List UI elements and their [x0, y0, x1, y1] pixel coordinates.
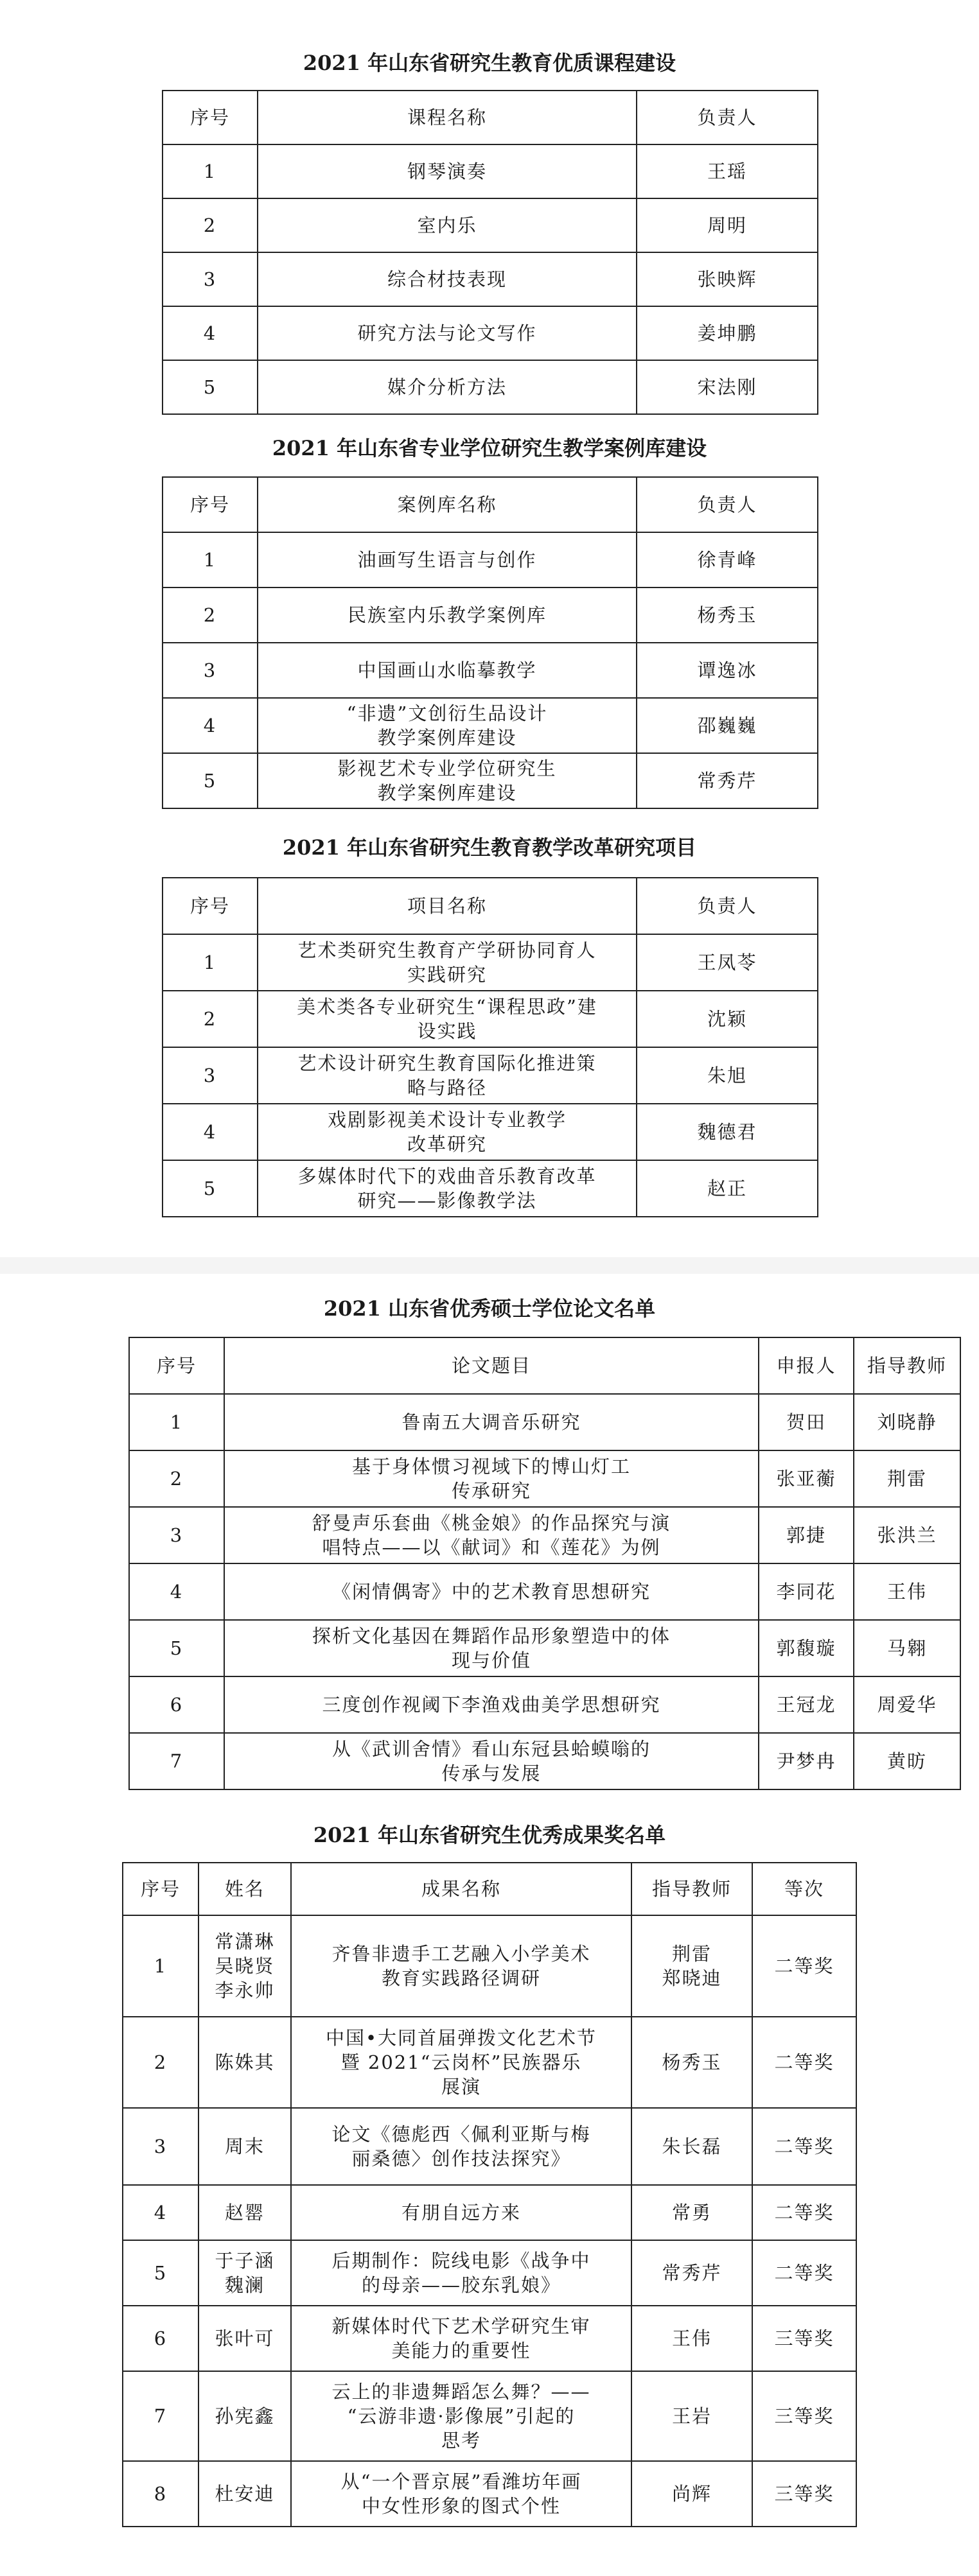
table-cell: 二等奖	[752, 2240, 856, 2306]
table-cell: 常秀芹	[631, 2240, 752, 2306]
table-cell: 姜坤鹏	[637, 306, 818, 360]
table-cell: 中国•大同首届弹拨文化艺术节 暨 2021“云岗杯”民族器乐 展演	[291, 2017, 631, 2108]
table-cell: 艺术设计研究生教育国际化推进策 略与路径	[258, 1047, 637, 1104]
table-cell: 王岩	[631, 2371, 752, 2461]
table-cell: 4	[163, 306, 258, 360]
table-cell: 三度创作视阈下李渔戏曲美学思想研究	[224, 1676, 759, 1733]
table-row	[163, 144, 818, 198]
table-cell: 5	[163, 360, 258, 414]
table-cell: 孙宪鑫	[198, 2371, 291, 2461]
table-cell: 综合材技表现	[258, 252, 637, 306]
table-cell: 李同花	[759, 1563, 854, 1620]
table-row	[123, 2240, 856, 2306]
table-header-row	[163, 91, 818, 144]
table-cell: 杨秀玉	[631, 2017, 752, 2108]
table-row	[163, 991, 818, 1047]
table-cell: 三等奖	[752, 2306, 856, 2371]
column-header: 负责人	[637, 878, 818, 934]
table-cell: 1	[163, 934, 258, 991]
table-cell: 贺田	[759, 1394, 854, 1450]
table-header-row	[163, 878, 818, 934]
table-row	[163, 532, 818, 587]
table-cell: 从《武训舍情》看山东冠县蛤蟆嗡的 传承与发展	[224, 1733, 759, 1789]
table-row	[123, 2108, 856, 2185]
table-cell: 2	[163, 587, 258, 643]
table-row	[129, 1507, 960, 1563]
table-header-row	[163, 477, 818, 532]
table-cell: 6	[123, 2306, 198, 2371]
column-header: 成果名称	[291, 1863, 631, 1915]
table-cell: 刘晓静	[854, 1394, 960, 1450]
table-cell: 艺术类研究生教育产学研协同育人 实践研究	[258, 934, 637, 991]
table-cell: 新媒体时代下艺术学研究生审 美能力的重要性	[291, 2306, 631, 2371]
column-header: 负责人	[637, 477, 818, 532]
table-row	[123, 2017, 856, 2108]
table-cell: 尹梦冉	[759, 1733, 854, 1789]
table-cell: 杨秀玉	[637, 587, 818, 643]
column-header: 序号	[163, 477, 258, 532]
table-cell: 2	[129, 1450, 224, 1507]
column-header: 论文题目	[224, 1337, 759, 1394]
table1-title: 2021 年山东省研究生教育优质课程建设	[303, 51, 676, 75]
table-header-row	[123, 1863, 856, 1915]
column-header: 负责人	[637, 91, 818, 144]
table-cell: 舒曼声乐套曲《桃金娘》的作品探究与演 唱特点——以《献词》和《莲花》为例	[224, 1507, 759, 1563]
table-row	[123, 2371, 856, 2461]
table-quality-courses	[162, 90, 818, 415]
table-cell: 张洪兰	[854, 1507, 960, 1563]
table-cell: 5	[163, 753, 258, 808]
table-cell: 3	[129, 1507, 224, 1563]
table-cell: 陈姝其	[198, 2017, 291, 2108]
table-cell: 王瑶	[637, 144, 818, 198]
table-cell: “非遗”文创衍生品设计 教学案例库建设	[258, 698, 637, 753]
table-cell: 郭捷	[759, 1507, 854, 1563]
column-header: 等次	[752, 1863, 856, 1915]
table-cell: 鲁南五大调音乐研究	[224, 1394, 759, 1450]
table-cell: 三等奖	[752, 2371, 856, 2461]
table-cell: 二等奖	[752, 2185, 856, 2240]
table-cell: 2	[163, 991, 258, 1047]
table-cell: 2	[163, 198, 258, 252]
table-cell: 朱长磊	[631, 2108, 752, 2185]
table-cell: 有朋自远方来	[291, 2185, 631, 2240]
table-cell: 周明	[637, 198, 818, 252]
table-cell: 王冠龙	[759, 1676, 854, 1733]
table-cell: 三等奖	[752, 2461, 856, 2527]
table-cell: 7	[123, 2371, 198, 2461]
table-cell: 周爱华	[854, 1676, 960, 1733]
table-cell: 后期制作：院线电影《战争中 的母亲——胶东乳娘》	[291, 2240, 631, 2306]
table-cell: 4	[123, 2185, 198, 2240]
table-row	[123, 2306, 856, 2371]
table-cell: 郭馥璇	[759, 1620, 854, 1676]
table-row	[163, 1047, 818, 1104]
table-cell: 赵罂	[198, 2185, 291, 2240]
table-row	[129, 1394, 960, 1450]
table-cell: 从“一个晋京展”看潍坊年画 中女性形象的图式个性	[291, 2461, 631, 2527]
table-cell: 王凤苓	[637, 934, 818, 991]
table5-title: 2021 年山东省研究生优秀成果奖名单	[313, 1823, 666, 1847]
table-cell: 媒介分析方法	[258, 360, 637, 414]
table-cell: 1	[163, 532, 258, 587]
table-header-row	[129, 1337, 960, 1394]
table-row	[123, 2461, 856, 2527]
column-header: 案例库名称	[258, 477, 637, 532]
table-cell: 中国画山水临摹教学	[258, 643, 637, 698]
table-cell: 室内乐	[258, 198, 637, 252]
table-row	[163, 1104, 818, 1160]
table3-title: 2021 年山东省研究生教育教学改革研究项目	[282, 835, 697, 860]
section-gap	[0, 1257, 979, 1274]
table-cell: 黄昉	[854, 1733, 960, 1789]
table-outstanding-thesis	[128, 1337, 961, 1790]
table-cell: 3	[163, 1047, 258, 1104]
table-cell: 常勇	[631, 2185, 752, 2240]
table-cell: 张叶可	[198, 2306, 291, 2371]
table-row	[129, 1676, 960, 1733]
table-cell: 马翱	[854, 1620, 960, 1676]
table-cell: 王伟	[631, 2306, 752, 2371]
column-header: 序号	[163, 91, 258, 144]
column-header: 指导教师	[631, 1863, 752, 1915]
table-cell: 4	[129, 1563, 224, 1620]
table-cell: 4	[163, 1104, 258, 1160]
table-cell: 宋法刚	[637, 360, 818, 414]
table-cell: 4	[163, 698, 258, 753]
table-cell: 徐青峰	[637, 532, 818, 587]
table-cell: 谭逸冰	[637, 643, 818, 698]
table-cell: 2	[123, 2017, 198, 2108]
table-cell: 6	[129, 1676, 224, 1733]
table-cell: 民族室内乐教学案例库	[258, 587, 637, 643]
table-cell: 于子涵 魏澜	[198, 2240, 291, 2306]
table-cell: 3	[163, 643, 258, 698]
table-cell: 二等奖	[752, 1915, 856, 2017]
table-cell: 多媒体时代下的戏曲音乐教育改革 研究——影像教学法	[258, 1160, 637, 1217]
table-cell: 二等奖	[752, 2108, 856, 2185]
table-cell: 钢琴演奏	[258, 144, 637, 198]
table-cell: 影视艺术专业学位研究生 教学案例库建设	[258, 753, 637, 808]
table2-title: 2021 年山东省专业学位研究生教学案例库建设	[272, 436, 707, 460]
table-cell: 齐鲁非遗手工艺融入小学美术 教育实践路径调研	[291, 1915, 631, 2017]
table-cell: 1	[163, 144, 258, 198]
table-row	[163, 360, 818, 414]
table-cell: 1	[123, 1915, 198, 2017]
table-row	[129, 1450, 960, 1507]
table-cell: 张亚蘅	[759, 1450, 854, 1507]
table-cell: 邵巍巍	[637, 698, 818, 753]
table-outstanding-achievements	[122, 1862, 857, 2527]
table-cell: 3	[123, 2108, 198, 2185]
column-header: 姓名	[198, 1863, 291, 1915]
table-cell: 云上的非遗舞蹈怎么舞？—— “云游非遗·影像展”引起的 思考	[291, 2371, 631, 2461]
table-cell: 戏剧影视美术设计专业教学 改革研究	[258, 1104, 637, 1160]
column-header: 项目名称	[258, 878, 637, 934]
column-header: 指导教师	[854, 1337, 960, 1394]
table-row	[163, 587, 818, 643]
table-cell: 魏德君	[637, 1104, 818, 1160]
table-cell: 美术类各专业研究生“课程思政”建 设实践	[258, 991, 637, 1047]
table-cell: 油画写生语言与创作	[258, 532, 637, 587]
table-row	[123, 2185, 856, 2240]
table-row	[163, 306, 818, 360]
table-row	[163, 698, 818, 753]
table-teaching-reform	[162, 877, 818, 1217]
table-cell: 朱旭	[637, 1047, 818, 1104]
table-row	[163, 1160, 818, 1217]
table-cell: 张映辉	[637, 252, 818, 306]
column-header: 课程名称	[258, 91, 637, 144]
table-cell: 论文《德彪西〈佩利亚斯与梅 丽桑德〉创作技法探究》	[291, 2108, 631, 2185]
table-cell: 5	[129, 1620, 224, 1676]
table-cell: 3	[163, 252, 258, 306]
table-cell: 尚辉	[631, 2461, 752, 2527]
table-row	[163, 753, 818, 808]
table-case-library	[162, 476, 818, 809]
table-row	[129, 1620, 960, 1676]
table-cell: 常潇琳 吴晓贤 李永帅	[198, 1915, 291, 2017]
table-cell: 荆雷	[854, 1450, 960, 1507]
table-cell: 7	[129, 1733, 224, 1789]
table-cell: 荆雷 郑晓迪	[631, 1915, 752, 2017]
table-row	[129, 1733, 960, 1789]
column-header: 序号	[163, 878, 258, 934]
table-cell: 赵正	[637, 1160, 818, 1217]
table-row	[163, 198, 818, 252]
table-cell: 1	[129, 1394, 224, 1450]
table-row	[163, 643, 818, 698]
column-header: 序号	[129, 1337, 224, 1394]
table-cell: 常秀芹	[637, 753, 818, 808]
table-row	[163, 252, 818, 306]
table-row	[163, 934, 818, 991]
table-cell: 沈颖	[637, 991, 818, 1047]
table-cell: 8	[123, 2461, 198, 2527]
column-header: 申报人	[759, 1337, 854, 1394]
table-cell: 周末	[198, 2108, 291, 2185]
table4-title: 2021 山东省优秀硕士学位论文名单	[323, 1296, 656, 1321]
table-row	[129, 1563, 960, 1620]
table-row	[123, 1915, 856, 2017]
table-cell: 杜安迪	[198, 2461, 291, 2527]
table-cell: 5	[123, 2240, 198, 2306]
table-cell: 5	[163, 1160, 258, 1217]
table-cell: 基于身体惯习视域下的博山灯工 传承研究	[224, 1450, 759, 1507]
table-cell: 研究方法与论文写作	[258, 306, 637, 360]
table-cell: 二等奖	[752, 2017, 856, 2108]
table-cell: 王伟	[854, 1563, 960, 1620]
table-cell: 探析文化基因在舞蹈作品形象塑造中的体 现与价值	[224, 1620, 759, 1676]
table-cell: 《闲情偶寄》中的艺术教育思想研究	[224, 1563, 759, 1620]
column-header: 序号	[123, 1863, 198, 1915]
